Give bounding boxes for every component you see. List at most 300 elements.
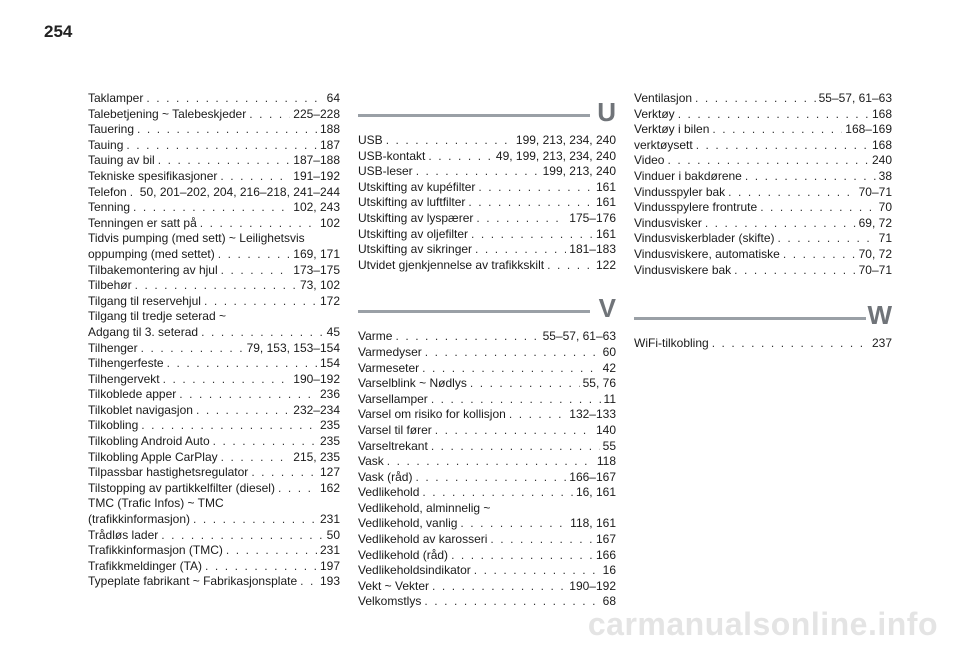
entry-term: Vindusspylere frontrute <box>634 200 758 215</box>
entry-term: Tauering <box>88 122 135 137</box>
entry-pages: 191–192 <box>293 168 340 183</box>
entry-term: Vedlikehold av karosseri <box>358 532 488 547</box>
index-entry <box>358 454 616 470</box>
index-entry <box>358 258 616 274</box>
index-entry-line <box>358 407 616 423</box>
index-entry-line <box>634 185 892 201</box>
index-entry <box>88 200 340 216</box>
entry-pages: 79, 153, 153–154 <box>246 340 340 355</box>
index-entry <box>634 185 892 201</box>
index-entry <box>358 180 616 196</box>
entry-pages: 154 <box>319 356 340 371</box>
dot-leader <box>760 200 875 216</box>
entry-pages: 235 <box>319 434 340 449</box>
entry-term: Tilbakemontering av hjul <box>88 262 218 277</box>
index-entry <box>88 138 340 154</box>
dot-leader <box>667 153 868 169</box>
dot-leader <box>490 532 593 548</box>
index-entry <box>358 133 616 149</box>
index-entry <box>358 485 616 501</box>
entry-term: USB-leser <box>358 164 413 179</box>
entry-pages: 169, 171 <box>293 246 340 261</box>
index-entry-line <box>634 216 892 232</box>
entry-pages: 118, 161 <box>570 516 616 531</box>
entry-term: Vask (råd) <box>358 469 413 484</box>
entry-pages: 60 <box>602 344 616 359</box>
entry-pages: 70–71 <box>858 184 892 199</box>
entry-pages: 161 <box>595 226 616 241</box>
entry-pages: 188 <box>319 122 340 137</box>
dot-leader <box>218 247 291 263</box>
dot-leader <box>431 392 601 408</box>
entry-term: Trafikkmeldinger (TA) <box>88 558 203 573</box>
entry-term: Tilstopping av partikkelfilter (diesel) <box>88 480 275 495</box>
dot-leader <box>300 574 317 590</box>
index-entry <box>358 392 616 408</box>
dot-leader <box>547 258 593 274</box>
entry-term: oppumping (med settet) <box>88 246 215 261</box>
index-entry <box>88 122 340 138</box>
index-entry-line <box>88 122 340 138</box>
entry-term: Vedlikehold, vanlig <box>358 516 458 531</box>
entry-term: Vedlikeholdsindikator <box>358 563 471 578</box>
index-entry-line <box>88 153 340 169</box>
entry-pages: 175–176 <box>569 210 616 225</box>
dot-leader <box>249 107 290 123</box>
index-entry <box>634 247 892 263</box>
dot-leader <box>428 149 493 165</box>
entry-pages: 50 <box>326 527 340 542</box>
index-entry <box>358 579 616 595</box>
entry-term: Tidvis pumping (med sett) ~ Leilighetsvis <box>88 231 305 246</box>
entry-pages: 16, 161 <box>575 485 616 500</box>
index-entry <box>88 341 340 357</box>
dot-leader <box>415 470 566 486</box>
entry-pages: 127 <box>319 465 340 480</box>
entry-term: Varmedyser <box>358 344 422 359</box>
dot-leader <box>470 376 580 392</box>
dot-leader <box>126 138 317 154</box>
entry-term: Telefon <box>88 184 127 199</box>
entry-term: Tenning <box>88 200 131 215</box>
entry-term: Vedlikehold (råd) <box>358 547 449 562</box>
index-entry-line <box>358 594 616 610</box>
entry-term: Tilgang til reservehjul <box>88 293 201 308</box>
dot-leader <box>141 418 317 434</box>
index-entry-line <box>358 211 616 227</box>
entry-pages: 45 <box>326 324 340 339</box>
entry-pages: 122 <box>595 257 616 272</box>
dot-leader <box>712 122 842 138</box>
index-entry-line <box>634 247 892 263</box>
index-entry-line <box>88 247 340 263</box>
dot-leader <box>460 516 567 532</box>
index-entry-line <box>358 195 616 211</box>
index-entry-line <box>634 200 892 216</box>
dot-leader <box>196 403 290 419</box>
dot-leader <box>386 133 513 149</box>
dot-leader <box>200 216 317 232</box>
index-entry-line <box>634 91 892 107</box>
entry-pages: 168 <box>871 137 892 152</box>
index-entry-line <box>358 548 616 564</box>
entry-term: Tauing <box>88 137 124 152</box>
entry-term: Vinduer i bakdørene <box>634 168 742 183</box>
section-rule <box>358 310 590 313</box>
entry-pages: 70 <box>878 200 892 215</box>
index-entry <box>358 329 616 345</box>
index-entry-line <box>88 200 340 216</box>
dot-leader <box>146 91 323 107</box>
index-entry-line <box>88 294 340 310</box>
entry-pages: 161 <box>595 179 616 194</box>
entry-term: Vindusviskere bak <box>634 262 732 277</box>
index-entry-line <box>358 180 616 196</box>
section-header <box>634 302 892 332</box>
index-entry <box>358 470 616 486</box>
index-entry <box>88 185 340 201</box>
index-entry-line <box>88 559 340 575</box>
index-entry-line <box>358 392 616 408</box>
section-header <box>358 295 616 325</box>
dot-leader <box>475 242 566 258</box>
index-entry <box>88 465 340 481</box>
index-entry <box>88 574 340 590</box>
entry-term: Vedlikehold <box>358 485 420 500</box>
entry-term: Tilhengervekt <box>88 371 160 386</box>
entry-pages: 187–188 <box>293 153 340 168</box>
index-entry <box>88 216 340 232</box>
entry-pages: 70–71 <box>858 262 892 277</box>
index-entry <box>358 242 616 258</box>
index-entry-line <box>88 356 340 372</box>
entry-term: WiFi-tilkobling <box>634 336 709 351</box>
index-entry-line <box>88 481 340 497</box>
index-entry-line <box>358 501 616 517</box>
index-section <box>358 295 616 610</box>
entry-pages: 50, 201–202, 204, 216–218, 241–244 <box>139 184 340 199</box>
entry-pages: 166 <box>595 547 616 562</box>
index-entry-line <box>358 329 616 345</box>
dot-leader <box>471 227 593 243</box>
index-entry-line <box>358 345 616 361</box>
entry-pages: 190–192 <box>293 371 340 386</box>
index-entry <box>358 548 616 564</box>
entry-term: Velkomstlys <box>358 594 422 609</box>
index-entry-line <box>88 418 340 434</box>
dot-leader <box>163 372 291 388</box>
section-rule <box>634 317 866 320</box>
dot-leader <box>220 169 290 185</box>
entry-term: Vindusspyler bak <box>634 184 726 199</box>
index-section <box>634 302 892 352</box>
index-entry <box>358 149 616 165</box>
entry-pages: 102 <box>319 215 340 230</box>
entry-pages: 55–57, 61–63 <box>818 91 892 105</box>
index-entry-line <box>634 336 892 352</box>
index-entry-line <box>634 122 892 138</box>
entry-term: Verktøy <box>634 106 675 121</box>
index-entry <box>88 387 340 403</box>
entry-pages: 181–183 <box>569 242 616 257</box>
entry-pages: 64 <box>326 91 340 105</box>
entry-pages: 168–169 <box>845 122 892 137</box>
entry-pages: 73, 102 <box>299 278 340 293</box>
entry-pages: 162 <box>319 480 340 495</box>
index-entry <box>634 336 892 352</box>
dot-leader <box>251 465 317 481</box>
entry-term: Tilkoblede apper <box>88 387 177 402</box>
dot-leader <box>712 336 869 352</box>
index-entry-line <box>88 138 340 154</box>
index-entry <box>634 169 892 185</box>
entry-pages: 132–133 <box>569 407 616 422</box>
entry-pages: 161 <box>595 195 616 210</box>
index-entry <box>358 376 616 392</box>
entry-pages: 42 <box>602 360 616 375</box>
section-letter: V <box>598 293 616 324</box>
entry-term: Ventilasjon <box>634 91 693 105</box>
dot-leader <box>778 231 876 247</box>
entry-term: Tilbehør <box>88 278 132 293</box>
index-entry <box>88 418 340 434</box>
index-entry <box>88 481 340 497</box>
dot-leader <box>416 164 540 180</box>
dot-leader <box>705 216 856 232</box>
index-entry <box>358 439 616 455</box>
dot-leader <box>193 512 317 528</box>
entry-pages: 237 <box>871 336 892 351</box>
index-section <box>358 99 616 273</box>
entry-term: Vask <box>358 454 384 469</box>
entry-term: Utskifting av kupéfilter <box>358 179 476 194</box>
index-entry-line <box>358 227 616 243</box>
entry-pages: 199, 213, 234, 240 <box>515 133 616 147</box>
index-entry <box>358 423 616 439</box>
index-entry <box>88 559 340 575</box>
dot-leader <box>474 563 600 579</box>
dot-leader <box>476 211 566 227</box>
index-entry-line <box>358 470 616 486</box>
entry-term: Vekt ~ Vekter <box>358 578 430 593</box>
index-entry-line <box>88 543 340 559</box>
index-entry-line <box>634 263 892 279</box>
entry-term: Adgang til 3. seterad <box>88 324 199 339</box>
index-entry-line <box>358 563 616 579</box>
index-entry-line <box>88 387 340 403</box>
dot-leader <box>226 543 317 559</box>
index-entry-line <box>358 258 616 274</box>
index-entry <box>88 107 340 123</box>
index-section <box>634 91 892 278</box>
index-entry-line <box>358 439 616 455</box>
index-entry <box>358 563 616 579</box>
entry-pages: 166–167 <box>569 469 616 484</box>
dot-leader <box>167 356 317 372</box>
index-entry <box>88 153 340 169</box>
entry-pages: 199, 213, 240 <box>542 164 616 179</box>
entry-term: Varsellamper <box>358 391 428 406</box>
dot-leader <box>213 434 317 450</box>
dot-leader <box>431 439 600 455</box>
dot-leader <box>161 528 323 544</box>
entry-term: Tilkoblet navigasjon <box>88 402 193 417</box>
dot-leader <box>135 278 297 294</box>
dot-leader <box>137 122 317 138</box>
entry-term: Varsel til fører <box>358 422 432 437</box>
index-entry-line <box>634 138 892 154</box>
index-entry <box>358 594 616 610</box>
entry-term: Utskifting av oljefilter <box>358 226 469 241</box>
index-entry-line <box>88 325 340 341</box>
index-entry-line <box>358 423 616 439</box>
entry-pages: 68 <box>602 594 616 609</box>
entry-term: Typeplate fabrikant ~ Fabrikasjonsplate <box>88 574 298 589</box>
dot-leader <box>468 195 593 211</box>
index-entry-line <box>88 434 340 450</box>
index-entry-line <box>88 309 340 325</box>
index-entry-line <box>358 579 616 595</box>
index-entry <box>88 496 340 527</box>
entry-term: Varme <box>358 329 393 344</box>
dot-leader <box>696 138 869 154</box>
index-entry <box>88 403 340 419</box>
entry-pages: 236 <box>319 387 340 402</box>
index-column-3 <box>634 91 892 374</box>
dot-leader <box>201 325 324 341</box>
entry-term: Vedlikehold, alminnelig ~ <box>358 500 491 515</box>
index-entry-line <box>358 532 616 548</box>
dot-leader <box>133 200 290 216</box>
entry-term: TMC (Trafic Infos) ~ TMC <box>88 496 224 511</box>
entry-pages: 172 <box>319 293 340 308</box>
index-entry <box>358 361 616 377</box>
entry-pages: 38 <box>878 168 892 183</box>
index-entry-line <box>88 465 340 481</box>
index-entry-line <box>634 107 892 123</box>
dot-leader <box>435 423 593 439</box>
index-entry-line <box>634 169 892 185</box>
dot-leader <box>422 361 600 377</box>
dot-leader <box>204 294 317 310</box>
entry-pages: 55–57, 61–63 <box>542 329 616 344</box>
index-entry <box>88 91 340 107</box>
dot-leader <box>728 185 855 201</box>
dot-leader <box>422 485 573 501</box>
index-entry <box>634 263 892 279</box>
entry-term: Tauing av bil <box>88 153 155 168</box>
index-entry <box>358 164 616 180</box>
index-entry <box>88 356 340 372</box>
entry-pages: 215, 235 <box>293 449 340 464</box>
index-entry <box>634 107 892 123</box>
dot-leader <box>395 329 539 345</box>
entry-term: Vindusvisker <box>634 215 702 230</box>
entry-term: Tilkobling Android Auto <box>88 434 210 449</box>
index-entry <box>358 345 616 361</box>
entry-term: Utskifting av lyspærer <box>358 210 474 225</box>
index-entry-line <box>358 516 616 532</box>
entry-pages: 69, 72 <box>858 215 892 230</box>
section-rule <box>358 114 590 117</box>
index-entry <box>88 169 340 185</box>
index-entry-line <box>358 133 616 149</box>
index-entry-line <box>88 574 340 590</box>
index-entry <box>634 231 892 247</box>
dot-leader <box>695 91 816 107</box>
dot-leader <box>734 263 855 279</box>
entry-pages: 118 <box>596 454 616 469</box>
watermark: carmanualsonline.info <box>587 606 938 642</box>
entry-pages: 225–228 <box>293 106 340 121</box>
index-entry <box>634 200 892 216</box>
index-entry-line <box>88 231 340 247</box>
entry-pages: 231 <box>319 543 340 558</box>
entry-term: USB <box>358 133 383 147</box>
index-entry-line <box>358 376 616 392</box>
index-entry-line <box>634 231 892 247</box>
index-entry <box>358 195 616 211</box>
entry-term: Trådløs lader <box>88 527 159 542</box>
index-entry <box>88 278 340 294</box>
index-entry-line <box>358 485 616 501</box>
index-entry <box>88 450 340 466</box>
index-entry <box>88 528 340 544</box>
entry-pages: 235 <box>319 418 340 433</box>
entry-term: Tilpassbar hastighetsregulator <box>88 465 249 480</box>
entry-term: Taklamper <box>88 91 144 105</box>
entry-pages: 168 <box>871 106 892 121</box>
entry-pages: 55 <box>602 438 616 453</box>
index-entry <box>358 532 616 548</box>
entry-pages: 232–234 <box>293 402 340 417</box>
entry-term: Tenningen er satt på <box>88 215 197 230</box>
index-entry <box>88 231 340 262</box>
dot-leader <box>278 481 317 497</box>
dot-leader <box>221 263 291 279</box>
index-entry-line <box>88 185 340 201</box>
entry-pages: 71 <box>878 231 892 246</box>
section-letter: W <box>867 300 892 331</box>
dot-leader <box>745 169 876 185</box>
index-entry <box>358 227 616 243</box>
entry-term: Tekniske spesifikasjoner <box>88 168 218 183</box>
dot-leader <box>158 153 291 169</box>
entry-pages: 11 <box>603 391 616 406</box>
entry-term: verktøysett <box>634 137 693 152</box>
section-header <box>358 99 616 129</box>
entry-pages: 190–192 <box>569 578 616 593</box>
entry-pages: 140 <box>595 422 616 437</box>
index-entry-line <box>88 528 340 544</box>
entry-term: Varsel om risiko for kollisjon <box>358 407 506 422</box>
dot-leader <box>221 450 291 466</box>
dot-leader <box>424 594 599 610</box>
dot-leader <box>783 247 856 263</box>
index-entry-line <box>358 164 616 180</box>
dot-leader <box>141 341 244 357</box>
index-entry-line <box>358 361 616 377</box>
entry-term: Tilhengerfeste <box>88 356 164 371</box>
dot-leader <box>509 407 566 423</box>
entry-term: Varmeseter <box>358 360 420 375</box>
entry-term: Tilkobling <box>88 418 139 433</box>
index-entry <box>634 91 892 107</box>
index-entry-line <box>88 278 340 294</box>
entry-term: Utskifting av sikringer <box>358 242 473 257</box>
index-entry <box>634 216 892 232</box>
dot-leader <box>387 454 594 470</box>
